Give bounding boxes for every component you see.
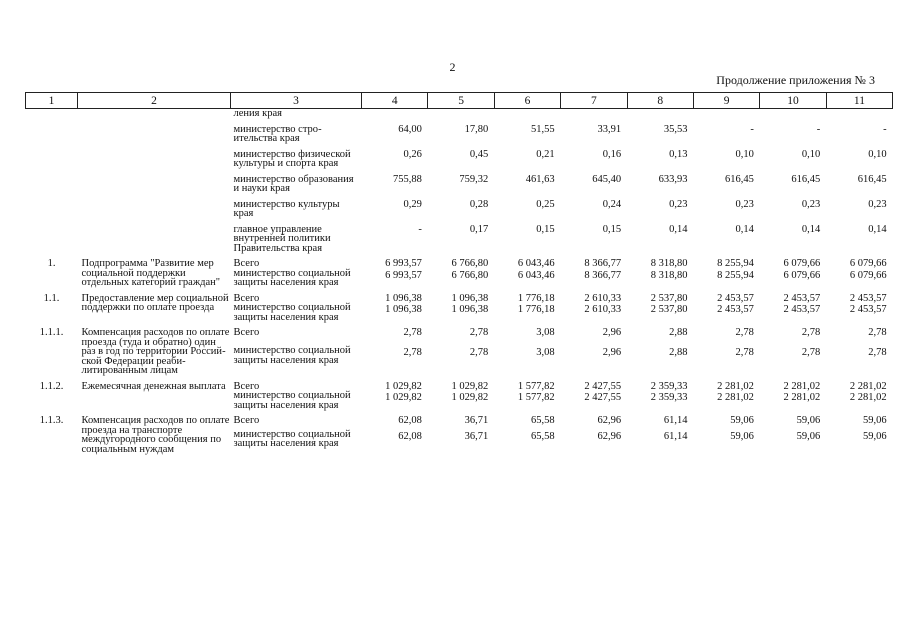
value-cell: 0,10 <box>735 148 754 160</box>
column-header: 7 <box>561 93 627 109</box>
total-value-cell: 2,78 <box>801 327 821 338</box>
value-cell: 2,78 <box>868 347 887 359</box>
group-code: 1.1.1. <box>39 327 64 338</box>
value-cell: 17,80 <box>464 123 489 135</box>
executor-cell: министерство образования и науки края <box>233 173 354 194</box>
column-header: 11 <box>826 93 892 109</box>
value-cell: 59,06 <box>796 430 821 442</box>
row-code <box>26 194 78 219</box>
row-name <box>78 219 231 254</box>
row-code <box>26 219 78 254</box>
executor-cell: министерство социальной защиты населения края <box>233 267 351 288</box>
total-value-cell: 2 281,02 <box>783 380 821 392</box>
total-label: Всего <box>233 327 260 338</box>
value-cell: 2 453,57 <box>849 304 887 315</box>
column-header: 6 <box>494 93 560 109</box>
total-value-cell: 59,06 <box>863 415 887 426</box>
value-cell: 2 453,57 <box>717 304 754 315</box>
value-cell: 0,15 <box>536 223 555 235</box>
value-cell: 62,96 <box>597 430 622 442</box>
value-cell: 0,16 <box>602 148 622 160</box>
group-name: Компенсация расходов по оплате проезда (туда и обратно) один раз в год по территории Российской Федерации реабилитированным лицам <box>81 327 230 376</box>
total-value-cell: 1 776,18 <box>517 292 555 304</box>
total-value-cell: 2,78 <box>868 327 887 338</box>
value-cell: 0,23 <box>735 198 754 210</box>
value-cell: 6 043,46 <box>517 269 555 281</box>
value-cell: 8 318,80 <box>650 269 688 281</box>
total-value-cell: 2,78 <box>735 327 754 338</box>
total-value-cell: 2 281,02 <box>849 380 887 392</box>
column-header: 2 <box>78 93 231 109</box>
budget-table <box>25 92 893 454</box>
value-cell: - <box>816 123 821 135</box>
value-cell: 755,88 <box>393 173 422 185</box>
total-value-cell: 6 043,46 <box>517 258 555 269</box>
value-cell: 759,32 <box>459 173 489 185</box>
value-cell: 59,06 <box>863 430 887 442</box>
column-header: 1 <box>26 93 78 109</box>
value-cell: 61,14 <box>663 430 688 442</box>
column-number-row <box>26 93 893 109</box>
value-cell: 64,00 <box>398 123 422 135</box>
executor-cell: министерство физической культуры и спорта края <box>233 148 351 169</box>
executor-cell: министерство социальной защиты населения края <box>233 390 351 411</box>
value-cell: 616,45 <box>791 173 821 185</box>
value-cell: 2,78 <box>469 347 489 359</box>
value-cell: 1 776,18 <box>517 304 555 315</box>
group-total-row <box>26 410 893 430</box>
appendix-continuation-label: Продолжение приложения № 3 <box>716 73 875 87</box>
total-value-cell: 1 096,38 <box>451 292 489 304</box>
value-cell: 6 993,57 <box>385 269 422 281</box>
executor-cell: министерство социальной защиты населения края <box>233 302 351 323</box>
value-cell: 2,78 <box>403 347 422 359</box>
value-cell: - <box>418 223 422 235</box>
total-value-cell: 1 029,82 <box>385 380 422 392</box>
group-name: Ежемесячная денежная выплата <box>81 380 226 392</box>
value-cell: 0,29 <box>403 198 422 210</box>
executor-cell: министерство социальной защиты населения края <box>233 428 351 450</box>
page-number: 2 <box>449 60 456 74</box>
total-value-cell: 2 537,80 <box>650 292 688 304</box>
total-value-cell: 8 366,77 <box>584 258 622 269</box>
value-cell: 0,10 <box>868 148 887 160</box>
total-value-cell: 1 029,82 <box>451 380 489 392</box>
value-cell: 0,17 <box>469 223 489 235</box>
value-cell: 2 427,55 <box>584 392 622 403</box>
value-cell: 0,14 <box>735 223 754 235</box>
total-value-cell: 2 610,33 <box>584 292 622 304</box>
value-cell: 2 537,80 <box>650 304 688 315</box>
total-value-cell: 2,78 <box>403 327 422 338</box>
value-cell: 633,93 <box>658 173 688 185</box>
group-name: Предоставление мер социальной поддержки по оплате проезда <box>81 292 229 313</box>
value-cell: 0,28 <box>469 198 489 210</box>
value-cell: 0,15 <box>602 223 622 235</box>
executor-cell: ления края <box>233 108 282 119</box>
table-header <box>26 93 893 109</box>
value-cell: 2 281,02 <box>783 392 821 403</box>
column-header: 3 <box>231 93 362 109</box>
value-cell: 8 366,77 <box>584 269 622 281</box>
value-cell: 0,25 <box>536 198 555 210</box>
value-cell: 1 096,38 <box>385 304 422 315</box>
column-header: 5 <box>428 93 494 109</box>
total-label: Всего <box>233 292 260 304</box>
total-value-cell: 59,06 <box>796 415 821 426</box>
row-name <box>78 144 231 169</box>
table-row <box>26 119 893 144</box>
group-code: 1.1.2. <box>39 380 64 392</box>
table-row <box>26 169 893 194</box>
table-row <box>26 109 893 119</box>
value-cell: 33,91 <box>597 123 622 135</box>
value-cell: 0,23 <box>801 198 821 210</box>
value-cell: 0,21 <box>536 148 555 160</box>
value-cell: 1 029,82 <box>385 392 422 403</box>
total-value-cell: 2,78 <box>469 327 489 338</box>
value-cell: 59,06 <box>730 430 754 442</box>
row-name <box>78 119 231 144</box>
value-cell: 0,23 <box>669 198 688 210</box>
total-value-cell: 61,14 <box>663 415 688 426</box>
table-body <box>26 109 893 455</box>
group-code: 1. <box>47 258 56 269</box>
value-cell: 2,88 <box>669 347 688 359</box>
value-cell: 0,14 <box>669 223 688 235</box>
total-value-cell: 8 318,80 <box>650 258 688 269</box>
total-value-cell: 2,88 <box>669 327 688 338</box>
group-name: Компенсация расходов по оплате проезда на транспорте междугородного сообщения по социальным нуждам <box>81 415 230 455</box>
total-value-cell: 2 281,02 <box>717 380 754 392</box>
value-cell: 645,40 <box>592 173 622 185</box>
value-cell: 35,53 <box>663 123 688 135</box>
table-row <box>26 219 893 254</box>
value-cell: 51,55 <box>531 123 555 135</box>
row-code <box>26 144 78 169</box>
value-cell: 0,14 <box>868 223 887 235</box>
group-code: 1.1.3. <box>39 415 64 426</box>
total-value-cell: 1 577,82 <box>517 380 555 392</box>
group-total-row <box>26 376 893 392</box>
total-value-cell: 2 427,55 <box>584 380 622 392</box>
value-cell: 1 577,82 <box>517 392 555 403</box>
column-header: 9 <box>693 93 759 109</box>
value-cell: 2,78 <box>801 347 821 359</box>
row-code <box>26 119 78 144</box>
value-cell: 65,58 <box>531 430 555 442</box>
value-cell: - <box>883 123 887 135</box>
row-name <box>78 194 231 219</box>
group-total-row <box>26 253 893 269</box>
total-value-cell: 3,08 <box>536 327 555 338</box>
total-value-cell: 62,96 <box>597 415 622 426</box>
value-cell: 616,45 <box>857 173 887 185</box>
value-cell: 2 453,57 <box>783 304 821 315</box>
total-value-cell: 36,71 <box>464 415 489 426</box>
table-row <box>26 194 893 219</box>
value-cell: 2 359,33 <box>650 392 688 403</box>
value-cell: - <box>750 123 754 135</box>
total-value-cell: 2 453,57 <box>849 292 887 304</box>
value-cell: 0,26 <box>403 148 422 160</box>
value-cell: 3,08 <box>536 347 555 359</box>
row-name <box>78 169 231 194</box>
value-cell: 8 255,94 <box>717 269 754 281</box>
total-value-cell: 2 359,33 <box>650 380 688 392</box>
column-header: 10 <box>760 93 826 109</box>
value-cell: 2 281,02 <box>849 392 887 403</box>
executor-cell: главное управление внутренней политики Правительства края <box>233 223 331 254</box>
value-cell: 0,24 <box>602 198 622 210</box>
value-cell: 2,78 <box>735 347 754 359</box>
value-cell: 461,63 <box>525 173 555 185</box>
group-code: 1.1. <box>43 292 60 304</box>
total-value-cell: 65,58 <box>531 415 555 426</box>
executor-cell: министерство культуры края <box>233 198 340 219</box>
group-name: Подпрограмма "Развитие мер социальной поддержки отдельных категорий граждан" <box>81 258 221 288</box>
total-value-cell: 2,96 <box>602 327 622 338</box>
total-label: Всего <box>233 258 260 269</box>
column-header: 4 <box>362 93 428 109</box>
total-value-cell: 6 993,57 <box>385 258 422 269</box>
value-cell: 36,71 <box>464 430 489 442</box>
value-cell: 6 079,66 <box>783 269 821 281</box>
column-header: 8 <box>627 93 693 109</box>
value-cell: 0,10 <box>801 148 821 160</box>
value-cell: 2 281,02 <box>717 392 754 403</box>
value-cell: 6 766,80 <box>451 269 489 281</box>
value-cell: 2 610,33 <box>584 304 622 315</box>
value-cell: 1 096,38 <box>451 304 489 315</box>
group-total-row <box>26 288 893 304</box>
total-value-cell: 6 079,66 <box>783 258 821 269</box>
total-value-cell: 8 255,94 <box>717 258 754 269</box>
executor-cell: министерство строительства края <box>233 123 322 144</box>
value-cell: 2,96 <box>602 347 622 359</box>
value-cell: 62,08 <box>398 430 422 442</box>
value-cell: 1 029,82 <box>451 392 489 403</box>
table-row <box>26 144 893 169</box>
total-value-cell: 1 096,38 <box>385 292 422 304</box>
total-label: Всего <box>233 380 260 392</box>
value-cell: 0,13 <box>669 148 688 160</box>
total-value-cell: 62,08 <box>398 415 422 426</box>
group-total-row <box>26 322 893 346</box>
total-value-cell: 6 079,66 <box>849 258 887 269</box>
total-value-cell: 2 453,57 <box>717 292 754 304</box>
value-cell: 0,23 <box>868 198 887 210</box>
value-cell: 0,14 <box>801 223 821 235</box>
value-cell: 0,45 <box>469 148 489 160</box>
total-value-cell: 2 453,57 <box>783 292 821 304</box>
total-value-cell: 6 766,80 <box>451 258 489 269</box>
row-code <box>26 169 78 194</box>
total-label: Всего <box>233 415 260 426</box>
total-value-cell: 59,06 <box>730 415 754 426</box>
executor-cell: министерство социальной защиты населения края <box>233 345 351 366</box>
value-cell: 616,45 <box>724 173 754 185</box>
value-cell: 6 079,66 <box>849 269 887 281</box>
